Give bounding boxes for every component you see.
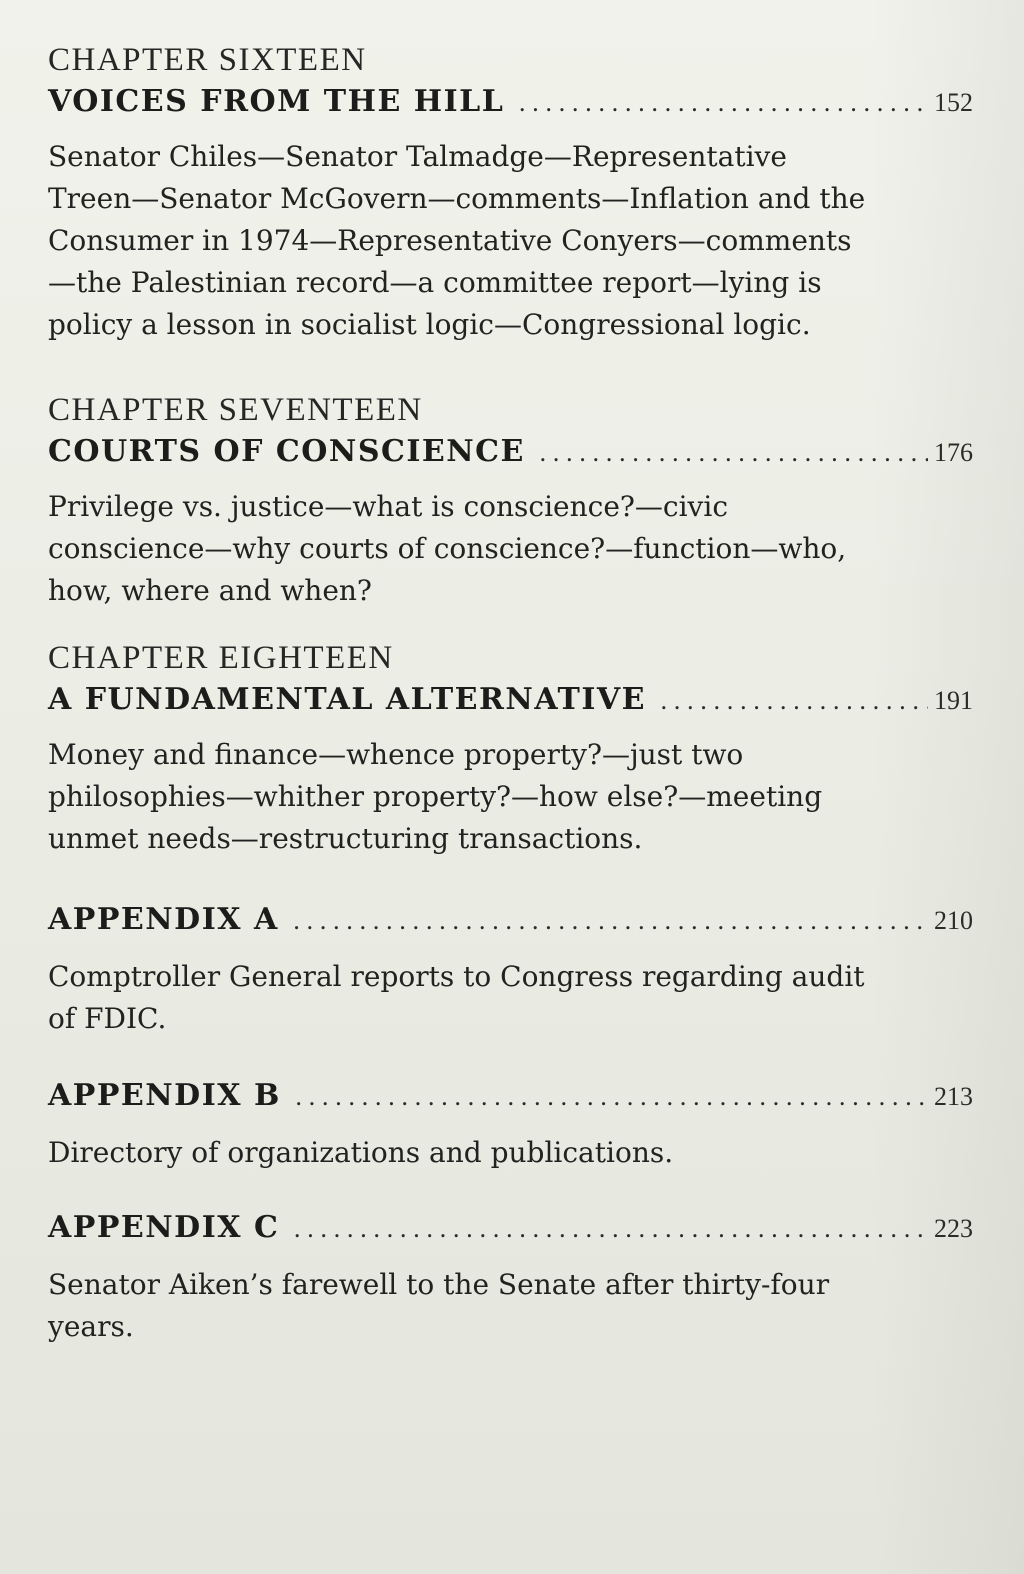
page-number: 191 xyxy=(934,686,973,715)
toc-entry-chapter-seventeen xyxy=(48,390,978,612)
dot-leader xyxy=(660,687,928,715)
page-number: 223 xyxy=(934,1214,973,1243)
chapter-label: CHAPTER SIXTEEN xyxy=(48,42,367,78)
appendix-title-row xyxy=(48,1076,973,1116)
appendix-description: Directory of organizations and publications. xyxy=(48,1136,674,1169)
chapter-label: CHAPTER EIGHTEEN xyxy=(48,640,394,676)
page-number: 152 xyxy=(934,88,973,117)
dot-leader xyxy=(293,1215,928,1243)
dot-leader xyxy=(518,89,928,117)
chapter-description: Privilege vs. justice—what is conscience?—civic conscience—why courts of conscience?—function—who, how, where and when? xyxy=(48,490,847,607)
chapter-title: VOICES FROM THE HILL xyxy=(48,84,505,119)
toc-entry-appendix-b xyxy=(48,1076,978,1174)
toc-entry-chapter-sixteen xyxy=(48,40,978,346)
page-number: 210 xyxy=(934,906,973,935)
chapter-description: Money and finance—whence property?—just two philosophies—whither property?—how else?—meeting unmet needs—restructuring transactions. xyxy=(48,738,823,855)
appendix-title: APPENDIX B xyxy=(48,1078,281,1113)
chapter-label: CHAPTER SEVENTEEN xyxy=(48,392,423,428)
toc-entry-chapter-eighteen xyxy=(48,638,978,860)
appendix-title: APPENDIX A xyxy=(48,902,279,937)
appendix-title: APPENDIX C xyxy=(48,1210,280,1245)
appendix-description: Comptroller General reports to Congress regarding audit of FDIC. xyxy=(48,960,865,1035)
chapter-title: A FUNDAMENTAL ALTERNATIVE xyxy=(48,682,646,717)
page-number: 213 xyxy=(934,1082,973,1111)
chapter-title-row xyxy=(48,82,973,122)
toc-entry-appendix-a xyxy=(48,900,978,1040)
chapter-title: COURTS OF CONSCIENCE xyxy=(48,434,525,469)
dot-leader xyxy=(295,1083,928,1111)
chapter-title-row xyxy=(48,432,973,472)
chapter-title-row xyxy=(48,680,973,720)
chapter-description: Senator Chiles—Senator Talmadge—Representative Treen—Senator McGovern—comments—Inflation and the Consumer in 1974—Representative Conyers—comments—the Palestinian record—a committee report—lying is policy a lesson in socialist logic—Congressional logic. xyxy=(48,140,866,341)
toc-entry-appendix-c xyxy=(48,1208,978,1348)
appendix-title-row xyxy=(48,1208,973,1248)
appendix-description: Senator Aiken’s farewell to the Senate after thirty-four years. xyxy=(48,1268,830,1343)
page-number: 176 xyxy=(934,438,973,467)
dot-leader xyxy=(293,907,928,935)
table-of-contents xyxy=(48,40,978,1380)
dot-leader xyxy=(539,439,928,467)
appendix-title-row xyxy=(48,900,973,940)
